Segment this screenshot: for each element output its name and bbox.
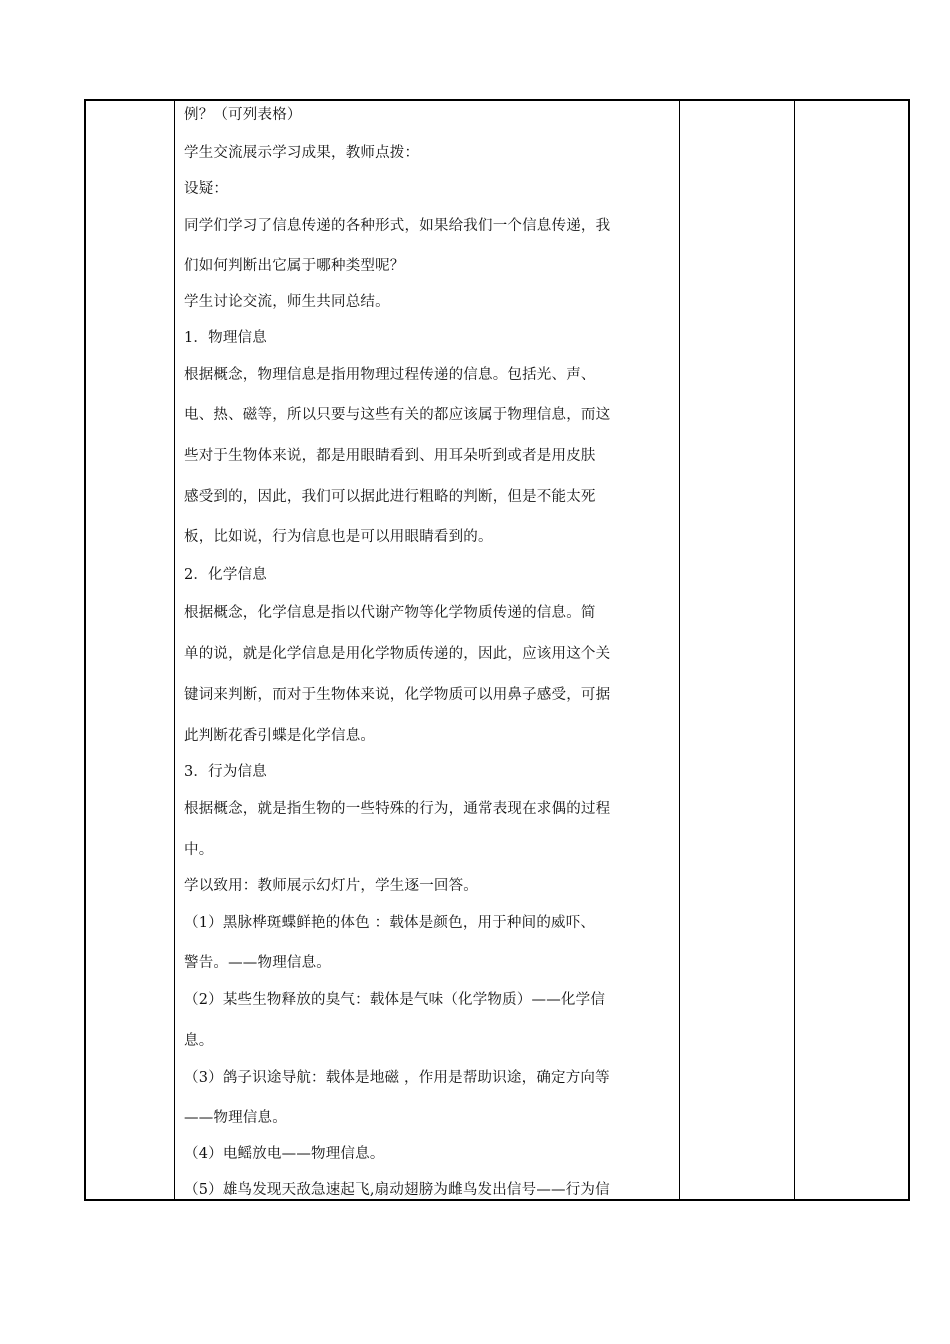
text-line: 学生交流展示学习成果，教师点拨： [184,145,420,161]
text-line: （5）雄鸟发现天敌急速起飞,扇动翅膀为雌鸟发出信号——行为信 [184,1182,610,1198]
text-line: 根据概念，就是指生物的一些特殊的行为，通常表现在求偶的过程 [184,801,611,817]
text-line: ——物理信息。 [184,1110,287,1126]
lesson-table [84,99,910,1201]
section-heading: 1．物理信息 [184,330,267,346]
text-line: 警告。——物理信息。 [184,955,331,971]
text-line: 们如何判断出它属于哪种类型呢？ [184,258,405,274]
text-line: 感受到的，因此，我们可以据此进行粗略的判断，但是不能太死 [184,489,596,505]
column-divider-1 [174,101,175,1199]
text-line: 键词来判断，而对于生物体来说，化学物质可以用鼻子感受，可据 [184,687,611,703]
text-line: 学生讨论交流，师生共同总结。 [184,294,390,310]
text-line: 此判断花香引蝶是化学信息。 [184,728,376,744]
text-line: 些对于生物体来说，都是用眼睛看到、用耳朵听到或者是用皮肤 [184,448,596,464]
text-line: 电、热、磁等，所以只要与这些有关的都应该属于物理信息，而这 [184,407,611,423]
text-line: （3）鸽子识途导航：载体是地磁 ，作用是帮助识途，确定方向等 [184,1070,610,1086]
text-line: （4）电鳐放电——物理信息。 [184,1146,385,1162]
text-line: 中。 [184,842,214,858]
section-heading: 3．行为信息 [184,764,267,780]
text-line: 设疑： [184,181,229,197]
section-heading: 2．化学信息 [184,567,267,583]
text-line: （2）某些生物释放的臭气：载体是气味（化学物质）——化学信 [184,992,606,1008]
text-line: 单的说，就是化学信息是用化学物质传递的，因此，应该用这个关 [184,646,611,662]
text-line: 根据概念，物理信息是指用物理过程传递的信息。包括光、声、 [184,367,596,383]
text-line: 息。 [184,1033,214,1049]
text-line: 同学们学习了信息传递的各种形式，如果给我们一个信息传递，我 [184,218,611,234]
column-divider-2 [679,101,680,1199]
text-line: 根据概念，化学信息是指以代谢产物等化学物质传递的信息。简 [184,605,596,621]
text-line: （1）黑脉桦斑蝶鲜艳的体色 ：载体是颜色，用于种间的威吓、 [184,915,596,931]
text-line: 板，比如说，行为信息也是可以用眼睛看到的。 [184,529,493,545]
text-line: 例？（可列表格） [184,107,302,123]
column-divider-3 [794,101,795,1199]
text-line: 学以致用：教师展示幻灯片，学生逐一回答。 [184,878,478,894]
